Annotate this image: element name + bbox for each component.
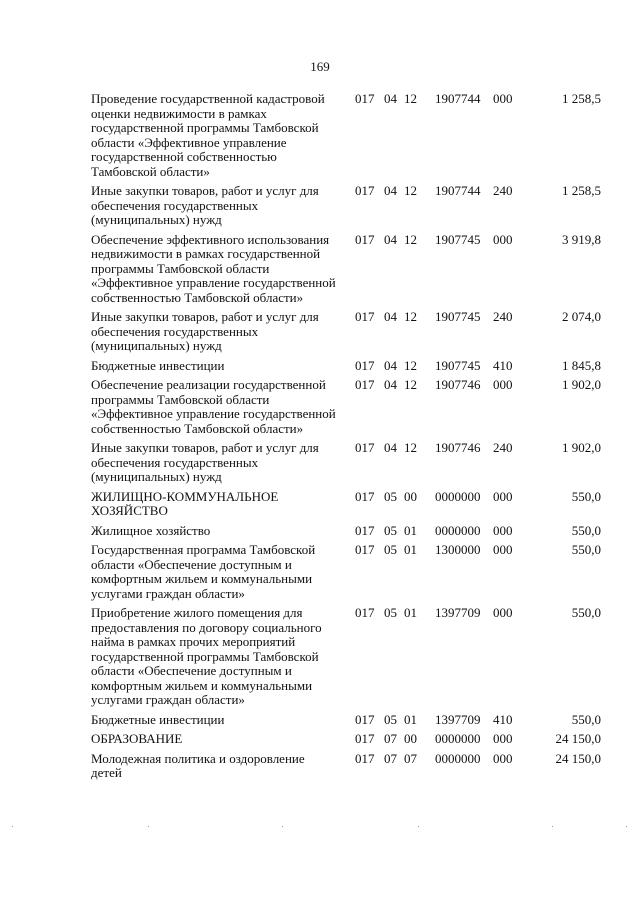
ved-code: 017 — [355, 750, 375, 766]
row-description: Обеспечение реализации государственной программы Тамбовской области «Эффективное управление государственной собственностью Тамбовской области» — [91, 377, 336, 436]
target-article-code: 1300000 — [435, 542, 481, 557]
ved-code: 017 — [355, 488, 375, 504]
subsection-code: 12 — [404, 309, 417, 324]
section-code: 05 — [384, 711, 397, 727]
target-article-code: 1907745 — [435, 231, 481, 247]
section-code: 05 — [384, 605, 397, 620]
ved-code: 017 — [355, 605, 375, 620]
table-row — [91, 543, 603, 601]
ved-code: 017 — [355, 357, 375, 373]
ved-code: 017 — [355, 731, 375, 746]
table-row — [91, 732, 603, 747]
table-row — [91, 490, 603, 519]
table-row — [91, 92, 603, 179]
expense-type-code: 000 — [493, 731, 513, 746]
table-row — [91, 752, 603, 781]
table-row — [91, 233, 603, 306]
scan-mark — [148, 826, 149, 827]
ved-code: 017 — [355, 522, 375, 538]
table-row — [91, 310, 603, 354]
scan-mark — [418, 826, 419, 827]
scan-mark — [12, 826, 13, 827]
page-edge-marks — [0, 826, 640, 830]
amount: 24 150,0 — [555, 731, 601, 746]
row-description: ОБРАЗОВАНИЕ — [91, 731, 183, 746]
expense-type-code: 000 — [493, 377, 513, 392]
target-article-code: 1397709 — [435, 711, 481, 727]
section-code: 04 — [384, 91, 397, 106]
section-code: 05 — [384, 542, 397, 557]
target-article-code: 1907744 — [435, 183, 481, 198]
target-article-code: 1907745 — [435, 357, 481, 373]
amount: 1 845,8 — [562, 357, 601, 373]
table-row — [91, 359, 603, 374]
row-description: Молодежная политика и оздоровление детей — [91, 750, 305, 780]
target-article-code: 0000000 — [435, 731, 481, 746]
ved-code: 017 — [355, 440, 375, 455]
ved-code: 017 — [355, 309, 375, 324]
expense-type-code: 410 — [493, 357, 513, 373]
table-row — [91, 441, 603, 485]
target-article-code: 1907744 — [435, 91, 481, 106]
row-description: Приобретение жилого помещения для предоставления по договору социального найма в рамках прочих мероприятий государственной программы Тамбовской области «Обеспечение доступным и комфортным жильем и коммунальными услугами граждан области» — [91, 605, 322, 707]
row-description: Государственная программа Тамбовской области «Обеспечение доступным и комфортным жильем и коммунальными услугами граждан области» — [91, 542, 316, 601]
subsection-code: 01 — [404, 605, 417, 620]
table-row — [91, 378, 603, 436]
section-code: 05 — [384, 488, 397, 504]
expense-type-code: 000 — [493, 91, 513, 106]
row-description: Иные закупки товаров, работ и услуг для обеспечения государственных (муниципальных) нужд — [91, 309, 319, 353]
amount: 550,0 — [571, 605, 601, 620]
target-article-code: 1907745 — [435, 309, 481, 324]
table-row — [91, 606, 603, 708]
row-description: Бюджетные инвестиции — [91, 357, 225, 373]
target-article-code: 0000000 — [435, 488, 481, 504]
row-description: Иные закупки товаров, работ и услуг для обеспечения государственных (муниципальных) нужд — [91, 440, 319, 484]
section-code: 07 — [384, 750, 397, 766]
row-description: ЖИЛИЩНО-КОММУНАЛЬНОЕ ХОЗЯЙСТВО — [91, 488, 279, 518]
amount: 550,0 — [571, 488, 601, 504]
scan-mark — [552, 826, 553, 827]
row-description: Проведение государственной кадастровой оценки недвижимости в рамках государственной программы Тамбовской области «Эффективное управление государственной собственностью Тамбовской области» — [91, 91, 325, 179]
expense-type-code: 000 — [493, 750, 513, 766]
amount: 1 258,5 — [562, 91, 601, 106]
section-code: 04 — [384, 357, 397, 373]
expense-type-code: 410 — [493, 711, 513, 727]
subsection-code: 07 — [404, 750, 417, 766]
ved-code: 017 — [355, 711, 375, 727]
expense-type-code: 240 — [493, 183, 513, 198]
subsection-code: 01 — [404, 542, 417, 557]
section-code: 04 — [384, 183, 397, 198]
amount: 550,0 — [571, 711, 601, 727]
section-code: 04 — [384, 309, 397, 324]
amount: 550,0 — [571, 522, 601, 538]
amount: 24 150,0 — [555, 750, 601, 766]
expense-type-code: 000 — [493, 522, 513, 538]
row-description: Бюджетные инвестиции — [91, 711, 225, 727]
expense-type-code: 000 — [493, 488, 513, 504]
section-code: 07 — [384, 731, 397, 746]
row-description: Иные закупки товаров, работ и услуг для обеспечения государственных (муниципальных) нужд — [91, 183, 319, 227]
ved-code: 017 — [355, 377, 375, 392]
amount: 550,0 — [571, 542, 601, 557]
target-article-code: 0000000 — [435, 750, 481, 766]
ved-code: 017 — [355, 542, 375, 557]
section-code: 05 — [384, 522, 397, 538]
subsection-code: 12 — [404, 357, 417, 373]
page-number: 169 — [310, 59, 330, 74]
subsection-code: 00 — [404, 488, 417, 504]
amount: 2 074,0 — [562, 309, 601, 324]
subsection-code: 12 — [404, 231, 417, 247]
target-article-code: 0000000 — [435, 522, 481, 538]
row-description: Обеспечение эффективного использования недвижимости в рамках государственной программы Тамбовской области «Эффективное управление государственной собственностью Тамбовской области» — [91, 231, 336, 305]
expense-type-code: 240 — [493, 309, 513, 324]
target-article-code: 1907746 — [435, 440, 481, 455]
amount: 1 902,0 — [562, 377, 601, 392]
section-code: 04 — [384, 440, 397, 455]
ved-code: 017 — [355, 231, 375, 247]
section-code: 04 — [384, 231, 397, 247]
ved-code: 017 — [355, 183, 375, 198]
scan-mark — [626, 826, 627, 827]
target-article-code: 1397709 — [435, 605, 481, 620]
table-row — [91, 524, 603, 539]
budget-table — [91, 92, 603, 786]
subsection-code: 01 — [404, 522, 417, 538]
row-description: Жилищное хозяйство — [91, 522, 211, 538]
target-article-code: 1907746 — [435, 377, 481, 392]
subsection-code: 12 — [404, 377, 417, 392]
expense-type-code: 000 — [493, 542, 513, 557]
table-row — [91, 713, 603, 728]
amount: 1 902,0 — [562, 440, 601, 455]
subsection-code: 01 — [404, 711, 417, 727]
subsection-code: 12 — [404, 440, 417, 455]
expense-type-code: 000 — [493, 231, 513, 247]
expense-type-code: 240 — [493, 440, 513, 455]
scan-mark — [282, 826, 283, 827]
subsection-code: 12 — [404, 91, 417, 106]
expense-type-code: 000 — [493, 605, 513, 620]
amount: 3 919,8 — [562, 231, 601, 247]
ved-code: 017 — [355, 91, 375, 106]
section-code: 04 — [384, 377, 397, 392]
subsection-code: 00 — [404, 731, 417, 746]
table-row — [91, 184, 603, 228]
amount: 1 258,5 — [562, 183, 601, 198]
subsection-code: 12 — [404, 183, 417, 198]
